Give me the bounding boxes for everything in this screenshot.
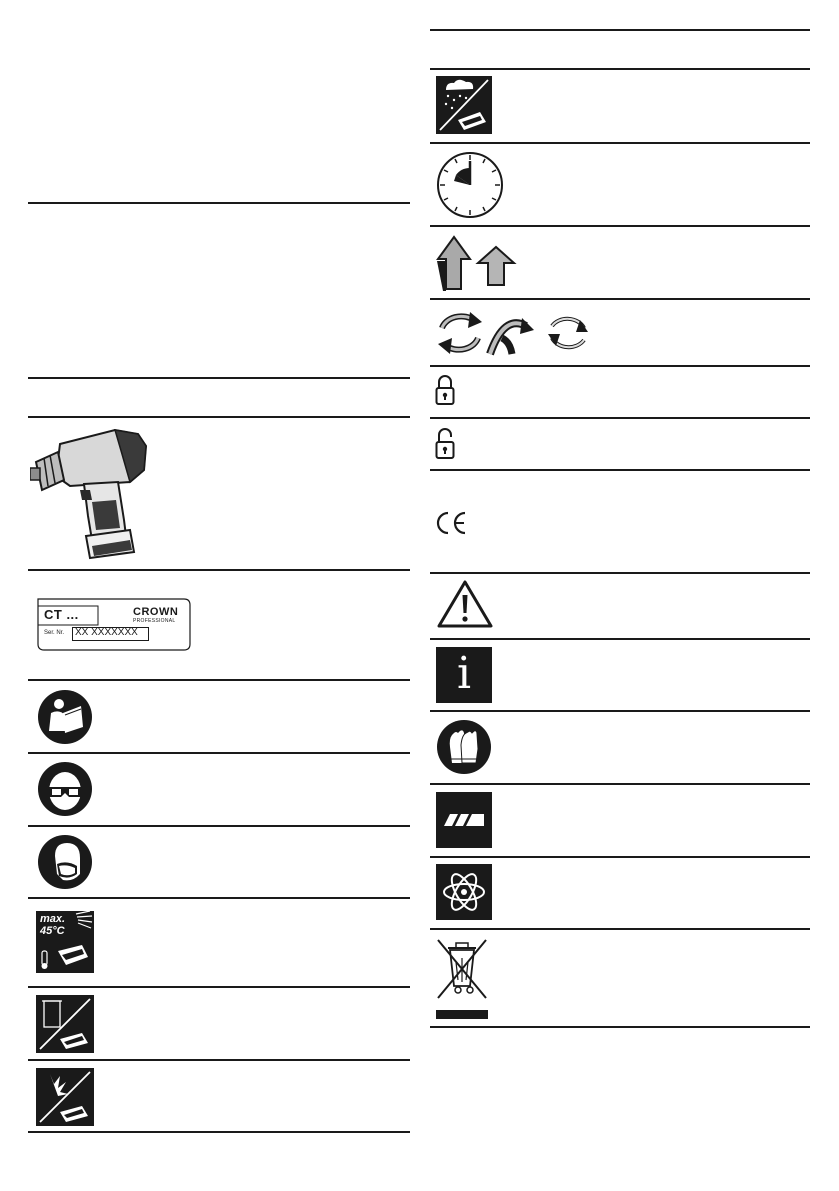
divider	[28, 897, 410, 899]
divider	[28, 986, 410, 988]
battery-no-rain-icon	[436, 76, 492, 134]
divider	[430, 29, 810, 31]
divider	[430, 68, 810, 70]
battery-no-disposal-icon	[36, 995, 94, 1053]
temperature-limit-line1: max.	[40, 913, 66, 925]
info-letter: i	[456, 648, 472, 699]
divider	[430, 469, 810, 471]
divider	[430, 365, 810, 367]
divider	[28, 377, 410, 379]
unlock-icon	[435, 426, 455, 460]
divider	[430, 225, 810, 227]
battery-charge-icon	[436, 792, 492, 848]
divider	[430, 298, 810, 300]
up-arrows-icon	[434, 231, 522, 293]
divider	[430, 142, 810, 144]
divider	[28, 569, 410, 571]
serial-value: XX XXXXXXX	[75, 627, 138, 638]
weee-bin-icon	[434, 936, 490, 1022]
rotation-direction-icon	[434, 308, 590, 358]
nameplate-brand-sub: PROFESSIONAL	[133, 618, 176, 624]
divider	[28, 679, 410, 681]
divider	[28, 825, 410, 827]
divider	[430, 928, 810, 930]
ce-mark	[434, 511, 468, 535]
nameplate	[34, 597, 192, 652]
divider	[430, 417, 810, 419]
battery-max-temperature-icon	[36, 911, 94, 973]
eye-protection-icon	[37, 761, 93, 817]
drill-illustration	[30, 424, 150, 562]
divider	[430, 783, 810, 785]
divider	[28, 416, 410, 418]
divider	[430, 572, 810, 574]
divider	[28, 752, 410, 754]
gloves-icon	[436, 719, 492, 775]
divider	[28, 202, 410, 204]
respirator-icon	[37, 834, 93, 890]
divider	[28, 1131, 410, 1133]
nameplate-model: CT ...	[44, 607, 79, 622]
warning-icon	[436, 579, 494, 629]
lock-icon	[435, 374, 455, 406]
clock-icon	[436, 151, 504, 219]
divider	[28, 1059, 410, 1061]
info-icon	[436, 647, 492, 703]
divider	[430, 710, 810, 712]
battery-no-fire-icon	[36, 1068, 94, 1126]
divider	[430, 638, 810, 640]
nameplate-brand: CROWN	[133, 606, 179, 618]
serial-label: Ser. Nr.	[44, 630, 65, 636]
divider	[430, 856, 810, 858]
atom-icon	[436, 864, 492, 920]
temperature-limit-line2: 45°C	[40, 925, 65, 937]
divider	[430, 1026, 810, 1028]
read-manual-icon	[37, 689, 93, 745]
